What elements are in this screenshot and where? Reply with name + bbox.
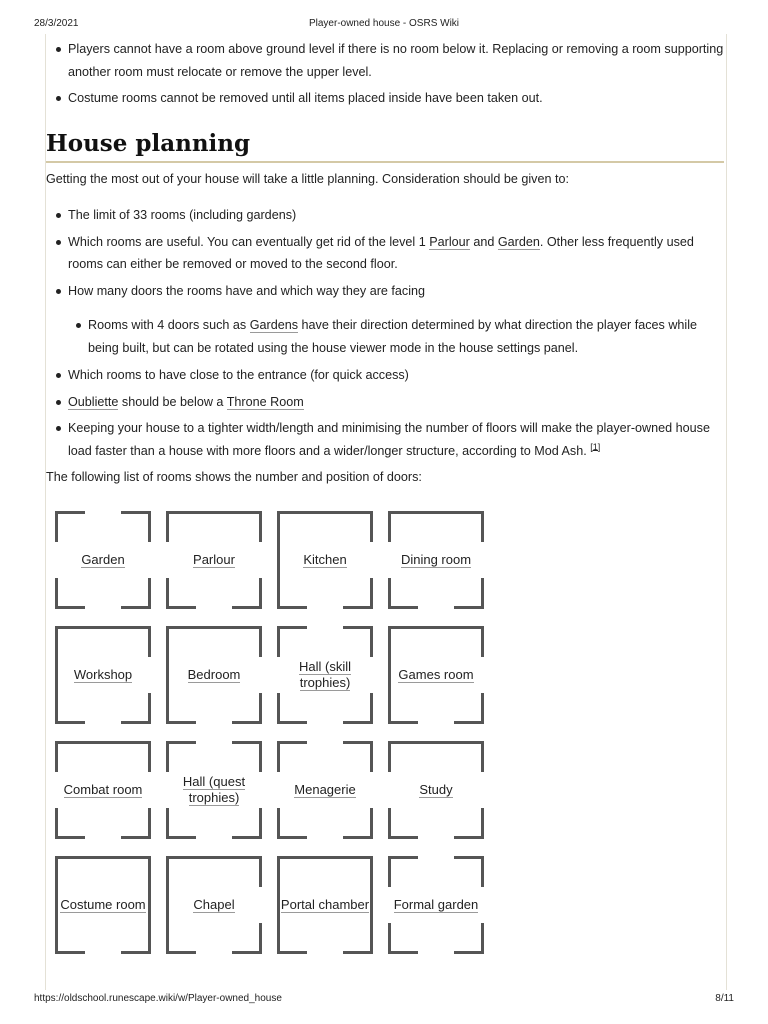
wall-segment [259, 511, 262, 542]
list-item-text: . Other less frequently used rooms can either be removed or moved to the second floor. [68, 234, 694, 271]
wall-segment [370, 626, 373, 657]
wall-segment [55, 741, 151, 744]
gardens-link[interactable]: Gardens [249, 318, 299, 332]
room-label [388, 552, 484, 568]
list-item [46, 280, 724, 303]
wall-segment [370, 693, 373, 724]
list-item-text: Which rooms are useful. You can eventually get rid of the level 1 [68, 234, 430, 249]
room-label [166, 552, 262, 568]
wall-segment [55, 741, 58, 772]
wall-segment [166, 741, 169, 772]
room-link[interactable]: Costume room [60, 897, 146, 912]
room-link[interactable]: Hall (skill trophies) [299, 659, 351, 690]
room-label [277, 897, 373, 913]
room-link[interactable]: Workshop [73, 667, 133, 682]
room-label [388, 782, 484, 798]
wall-segment [166, 741, 196, 744]
wall-segment [388, 511, 484, 514]
wall-segment [388, 923, 391, 954]
wall-segment [55, 578, 58, 609]
room-diagram [388, 626, 484, 724]
wall-segment [166, 626, 262, 629]
wall-segment [388, 836, 418, 839]
wall-segment [166, 511, 262, 514]
wall-segment [454, 721, 484, 724]
wall-segment [481, 578, 484, 609]
print-title: Player-owned house - OSRS Wiki [308, 18, 460, 29]
wall-segment [277, 741, 307, 744]
planning-bullet-list [46, 204, 724, 462]
wall-segment [388, 721, 418, 724]
list-item: Players cannot have a room above ground level if there is no room below it. Replacing or removing a room supporting another room must relocate or remove the upper level. [46, 38, 724, 83]
section-heading: House planning [46, 129, 724, 163]
room-link[interactable]: Portal chamber [280, 897, 370, 912]
wall-segment [148, 741, 151, 772]
wall-segment [454, 836, 484, 839]
wall-segment [259, 578, 262, 609]
room-diagram [55, 626, 151, 724]
list-item [46, 314, 724, 359]
room-label [277, 659, 373, 691]
room-diagram [55, 856, 151, 954]
wall-segment [148, 626, 151, 657]
wall-segment [277, 836, 307, 839]
wall-segment [277, 626, 307, 629]
wall-segment [232, 836, 262, 839]
list-item-text: should be below a [118, 394, 227, 409]
wall-segment [277, 606, 307, 609]
wall-segment [148, 578, 151, 609]
wall-segment [121, 951, 151, 954]
wall-segment [388, 606, 418, 609]
wall-segment [370, 808, 373, 839]
wall-segment [121, 721, 151, 724]
wall-segment [481, 856, 484, 887]
list-item-text: How many doors the rooms have and which way they are facing [68, 283, 426, 298]
wall-segment [454, 606, 484, 609]
wall-segment [277, 856, 373, 859]
wall-segment [259, 741, 262, 772]
room-label [166, 897, 262, 913]
page-number: 8/11 [715, 993, 734, 1004]
room-diagram [388, 856, 484, 954]
wall-segment [55, 606, 85, 609]
room-diagram [166, 511, 262, 609]
room-diagram [277, 856, 373, 954]
room-label [55, 897, 151, 913]
room-label [55, 552, 151, 568]
wall-segment [343, 951, 373, 954]
rooms-intro-paragraph: The following list of rooms shows the number and position of doors: [46, 470, 422, 484]
wall-segment [259, 923, 262, 954]
top-bullet-list [46, 38, 724, 110]
room-link[interactable]: Games room [398, 667, 474, 682]
room-diagram [166, 741, 262, 839]
wall-segment [481, 741, 484, 772]
wall-segment [259, 626, 262, 657]
reference-link[interactable]: [1] [590, 441, 601, 452]
room-link[interactable]: Study [419, 782, 453, 797]
list-item [46, 417, 724, 462]
room-link[interactable]: Hall (quest trophies) [182, 774, 246, 805]
list-item: Costume rooms cannot be removed until all items placed inside have been taken out. [46, 87, 724, 110]
wall-segment [481, 626, 484, 657]
wall-segment [232, 606, 262, 609]
wall-segment [388, 626, 484, 629]
room-link[interactable]: Formal garden [393, 897, 479, 912]
room-label [277, 782, 373, 798]
wall-segment [166, 951, 196, 954]
wall-segment [454, 856, 484, 859]
print-url: https://oldschool.runescape.wiki/w/Player-owned_house [34, 993, 282, 1004]
wall-segment [277, 693, 280, 724]
wall-segment [388, 741, 484, 744]
room-diagram [55, 741, 151, 839]
room-label [166, 774, 262, 806]
garden-link[interactable]: Garden [497, 234, 540, 249]
room-link[interactable]: Menagerie [294, 782, 356, 797]
wall-segment [166, 808, 169, 839]
list-item [46, 391, 724, 414]
room-diagram [166, 626, 262, 724]
room-link[interactable]: Kitchen [303, 552, 347, 567]
room-link[interactable]: Garden [81, 552, 125, 567]
wall-segment [166, 856, 262, 859]
wall-segment [343, 741, 373, 744]
wall-segment [148, 808, 151, 839]
wall-segment [277, 808, 280, 839]
wall-segment [388, 856, 418, 859]
wall-segment [277, 741, 280, 772]
wall-segment [277, 721, 307, 724]
wall-segment [388, 511, 391, 542]
wall-segment [232, 721, 262, 724]
wall-segment [166, 721, 196, 724]
wall-segment [121, 606, 151, 609]
list-item-text: Which rooms to have close to the entrance (for quick access) [68, 368, 409, 382]
wall-segment [388, 578, 391, 609]
wall-segment [55, 511, 85, 514]
wall-segment [55, 511, 58, 542]
wall-segment [55, 836, 85, 839]
wall-segment [277, 951, 307, 954]
wall-segment [148, 693, 151, 724]
wall-segment [121, 511, 151, 514]
list-item-text: Keeping your house to a tighter width/length and minimising the number of floors will make the player-owned house load faster than a house with more floors and a wider/longer structure, according to Mod Ash. [68, 421, 710, 458]
room-label [388, 667, 484, 683]
wall-segment [454, 951, 484, 954]
wall-segment [481, 511, 484, 542]
print-date: 28/3/2021 [34, 18, 79, 29]
list-item [46, 204, 724, 227]
list-item-text: and [469, 234, 498, 249]
room-link[interactable]: Combat room [63, 782, 143, 797]
wall-segment [148, 511, 151, 542]
list-item [46, 364, 724, 387]
room-diagram [388, 741, 484, 839]
wall-segment [232, 951, 262, 954]
wall-segment [388, 951, 418, 954]
wall-segment [55, 721, 85, 724]
list-item-text: have their direction determined by what direction the player faces while being built, but can be rotated using the house viewer mode in the house settings panel. [88, 318, 698, 355]
wall-segment [481, 808, 484, 839]
wall-segment [121, 836, 151, 839]
wall-segment [388, 741, 391, 772]
throne-room-link[interactable]: Throne Room [226, 394, 304, 409]
room-link[interactable]: Parlour [193, 552, 235, 567]
wall-segment [166, 511, 169, 542]
wall-segment [166, 836, 196, 839]
wall-segment [55, 856, 151, 859]
room-diagram [55, 511, 151, 609]
room-diagram [277, 741, 373, 839]
wall-segment [481, 923, 484, 954]
wall-segment [55, 808, 58, 839]
room-diagram [277, 626, 373, 724]
wall-segment [343, 606, 373, 609]
oubliette-link[interactable]: Oubliette [68, 394, 119, 409]
list-item [46, 231, 724, 276]
wall-segment [277, 511, 373, 514]
wall-segment [259, 856, 262, 887]
room-link[interactable]: Chapel [193, 897, 235, 912]
wall-segment [166, 578, 169, 609]
parlour-link[interactable]: Parlour [429, 234, 470, 249]
list-item-text: Rooms with 4 doors such as [88, 318, 250, 332]
wall-segment [370, 741, 373, 772]
wall-segment [343, 721, 373, 724]
wall-segment [388, 856, 391, 887]
wall-segment [259, 693, 262, 724]
room-label [55, 782, 151, 798]
wall-segment [370, 578, 373, 609]
room-diagram [277, 511, 373, 609]
room-label [166, 667, 262, 683]
wall-segment [232, 741, 262, 744]
wall-segment [277, 626, 280, 657]
wall-segment [55, 626, 151, 629]
wall-segment [259, 808, 262, 839]
wall-segment [343, 626, 373, 629]
wall-segment [388, 808, 391, 839]
room-diagram [388, 511, 484, 609]
list-item-text: The limit of 33 rooms (including gardens) [68, 208, 297, 222]
room-link[interactable]: Bedroom [187, 667, 241, 682]
intro-paragraph: Getting the most out of your house will take a little planning. Consideration should be given to: [46, 172, 569, 186]
wall-segment [370, 511, 373, 542]
wall-segment [55, 951, 85, 954]
room-label [55, 667, 151, 683]
room-diagram [166, 856, 262, 954]
wall-segment [166, 606, 196, 609]
room-label [277, 552, 373, 568]
room-link[interactable]: Dining room [400, 552, 472, 567]
wall-segment [343, 836, 373, 839]
wall-segment [481, 693, 484, 724]
room-label [388, 897, 484, 913]
